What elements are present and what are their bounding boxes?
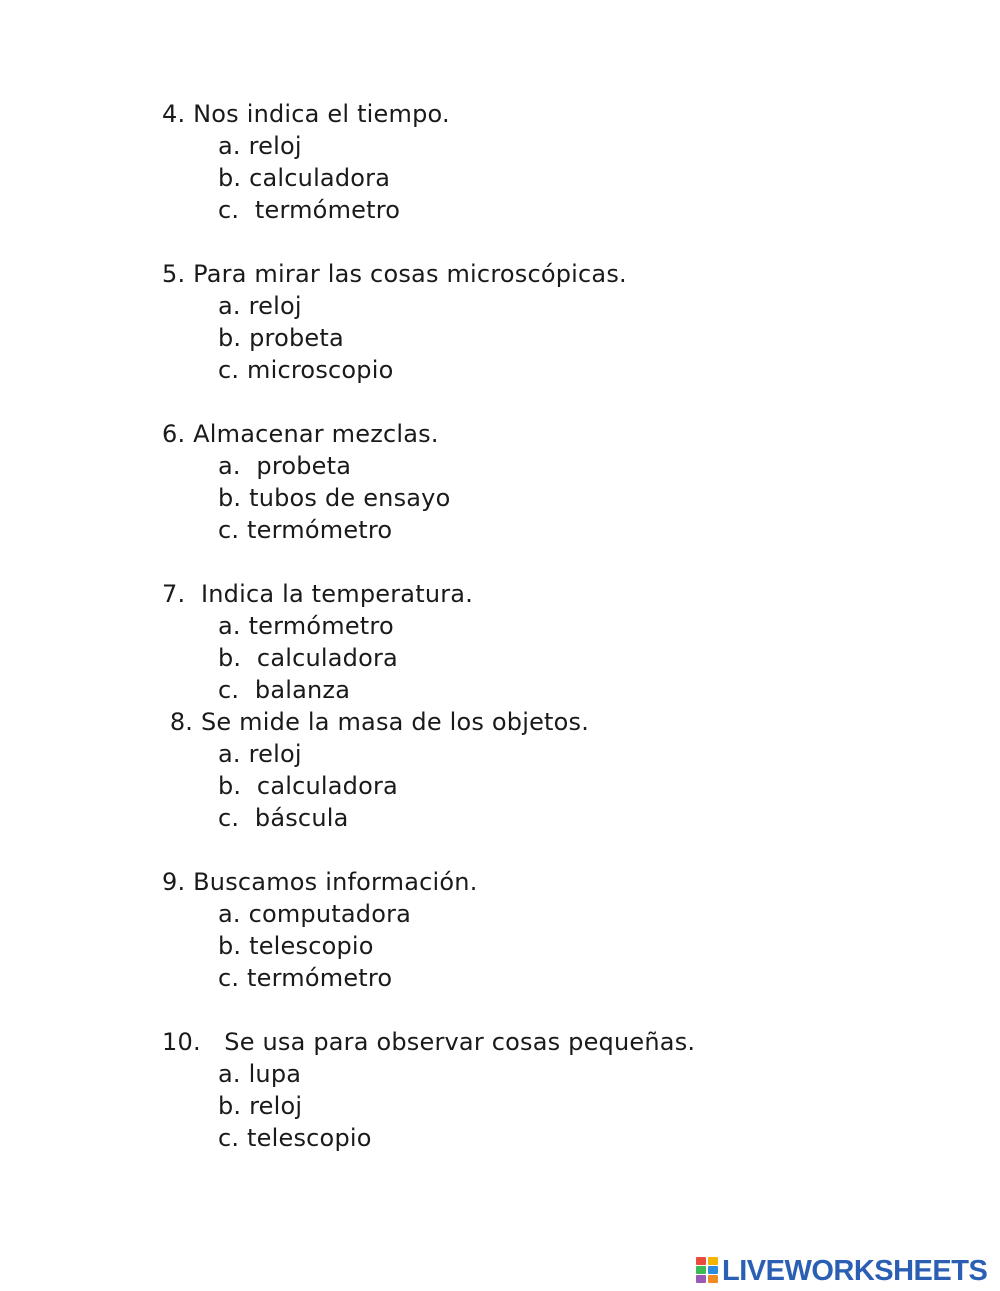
question-9-option-b: b. telescopio [218,932,374,960]
question-4-option-b: b. calculadora [218,164,391,192]
question-8-option-c: c. báscula [218,804,349,832]
question-6-option-b: b. tubos de ensayo [218,484,451,512]
question-5-option-a: a. reloj [218,292,302,320]
logo-text: LIVEWORKSHEETS [722,1254,988,1287]
logo-block [696,1275,706,1283]
logo-block [708,1275,718,1283]
question-10-option-b: b. reloj [218,1092,303,1120]
logo-block [708,1266,718,1274]
question-10-option-a: a. lupa [218,1060,302,1088]
question-5: 5. Para mirar las cosas microscópicas. [162,260,627,288]
question-10-option-c: c. telescopio [218,1124,372,1152]
question-6-option-c: c. termómetro [218,516,393,544]
logo-block [708,1257,718,1265]
logo-block [696,1257,706,1265]
question-8: 8. Se mide la masa de los objetos. [162,708,590,736]
question-10: 10. Se usa para observar cosas pequeñas. [162,1028,696,1056]
liveworksheets-mark-icon [696,1257,718,1285]
question-8-option-b: b. calculadora [218,772,398,800]
logo-block [696,1266,706,1274]
question-7: 7. Indica la temperatura. [162,580,474,608]
question-8-option-a: a. reloj [218,740,302,768]
question-4-option-c: c. termómetro [218,196,401,224]
question-7-option-a: a. termómetro [218,612,394,640]
question-4: 4. Nos indica el tiempo. [162,100,450,128]
question-6: 6. Almacenar mezclas. [162,420,439,448]
question-5-option-b: b. probeta [218,324,344,352]
question-5-option-c: c. microscopio [218,356,394,384]
question-6-option-a: a. probeta [218,452,352,480]
question-9-option-a: a. computadora [218,900,412,928]
question-9-option-c: c. termómetro [218,964,393,992]
liveworksheets-logo [696,1255,987,1287]
question-7-option-c: c. balanza [218,676,351,704]
question-9: 9. Buscamos información. [162,868,478,896]
question-4-option-a: a. reloj [218,132,302,160]
question-7-option-b: b. calculadora [218,644,398,672]
